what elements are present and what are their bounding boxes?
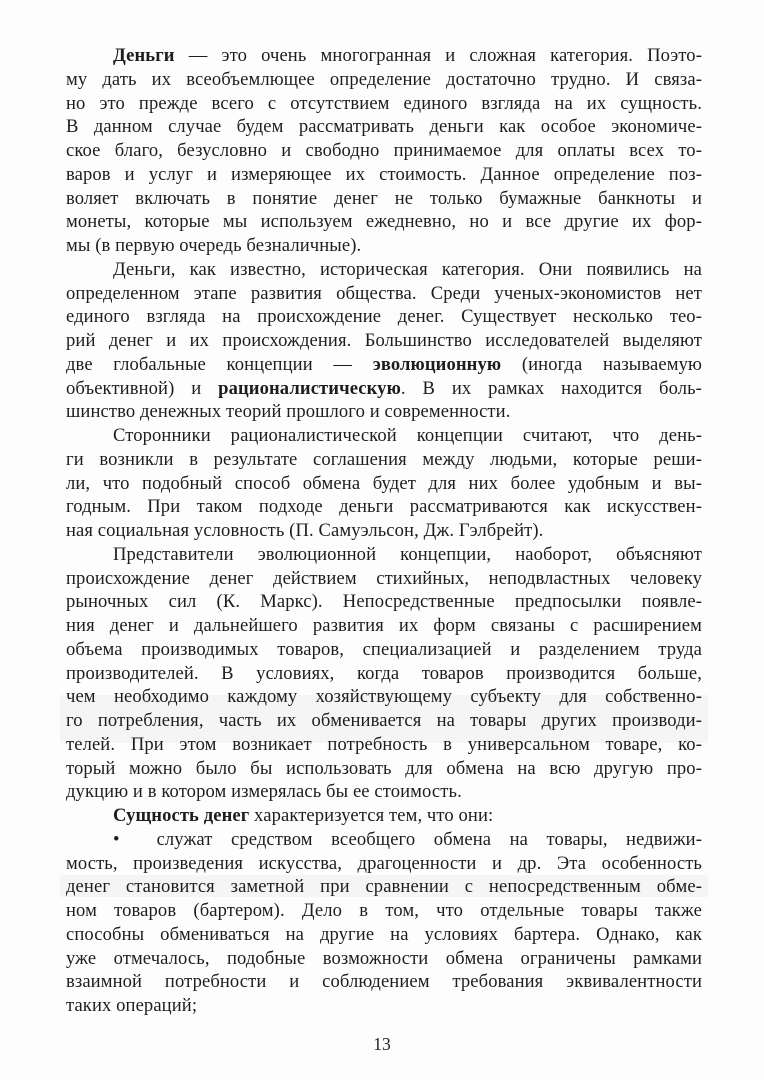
paragraph-money-definition [66, 44, 702, 258]
text-line [66, 92, 702, 116]
text-segment: (иногда называемую [501, 353, 702, 375]
text-segment: . В их рамках находится боль- [400, 377, 702, 399]
text-line [66, 923, 702, 947]
page-number: 13 [373, 1034, 391, 1054]
text-segment: го потребления, часть их обменивается на товары других производи- [66, 710, 702, 731]
text-segment: воляет включать в понятие денег не только бумажные банкноты и [66, 187, 702, 209]
text-segment: объективной) и [66, 377, 219, 399]
text-line [66, 115, 702, 139]
text-line [66, 305, 702, 329]
text-line [66, 472, 702, 496]
paragraph-money-essence-heading [66, 804, 702, 828]
bold-term: эволюционную [372, 353, 502, 375]
text-line [66, 852, 702, 876]
text-segment: чем необходимо каждому хозяйствующему субъекту для собственно- [66, 686, 702, 708]
text-segment: годным. При таком подходе деньги рассматриваются как искусствен- [66, 496, 702, 518]
text-segment: Представители эволюционной концепции, наоборот, объясняют [113, 543, 702, 565]
text-line [66, 828, 702, 852]
text-line [66, 780, 702, 804]
text-line [66, 187, 702, 211]
text-line [66, 163, 702, 187]
text-segment: единого взгляда на происхождение денег. Существует несколько тео- [66, 306, 702, 328]
text-segment: таких операций; [66, 995, 198, 1016]
text-segment: денег становится заметной при сравнении с непосредственным обме- [66, 876, 702, 898]
text-segment: варов и услуг и измеряющее их стоимость. Данное определение поз- [66, 163, 702, 185]
text-line [66, 258, 702, 282]
text-line [66, 638, 702, 662]
text-line [66, 875, 702, 899]
text-line [66, 353, 702, 377]
text-line [66, 377, 702, 401]
text-segment: шинство денежных теорий прошлого и современности. [66, 401, 511, 423]
text-segment: уже отмечалось, подобные возможности обмена ограничены рамками [66, 947, 702, 969]
text-segment: рыночных сил (К. Маркс). Непосредственные предпосылки появле- [66, 591, 702, 613]
text-line [66, 424, 702, 448]
text-line [66, 757, 702, 781]
text-line [66, 210, 702, 234]
text-segment: ское благо, безусловно и свободно принимаемое для оплаты всех то- [66, 140, 702, 161]
text-line [66, 44, 702, 68]
text-line [66, 329, 702, 353]
text-segment: объема производимых товаров, специализацией и разделением труда [66, 638, 702, 660]
text-line [66, 994, 702, 1018]
text-segment: но это прежде всего с отсутствием единого взгляда на их сущность. [66, 92, 702, 114]
text-line [66, 68, 702, 92]
text-line [66, 400, 702, 424]
text-segment: взаимной потребности и соблюдением требования эквивалентности [66, 971, 702, 993]
text-line [66, 234, 702, 258]
text-segment: Деньги, как известно, историческая категория. Они появились на [113, 258, 702, 280]
text-segment: му дать их всеобъемлющее определение достаточно трудно. И связа- [66, 68, 702, 90]
text-line [66, 590, 702, 614]
text-segment: Сторонники рационалистической концепции считают, что день- [113, 425, 702, 446]
bullet-item-universal-exchange [66, 828, 702, 1018]
bold-term: Сущность денег [113, 805, 250, 826]
text-line [66, 614, 702, 638]
text-segment: торый можно было бы использовать для обмена на всю другую про- [66, 757, 702, 779]
text-segment: — это очень многогранная и сложная категория. Поэто- [174, 45, 702, 66]
paragraph-evolutionary-concept [66, 543, 702, 804]
text-line [66, 139, 702, 163]
text-segment: ная социальная условность (П. Самуэльсон, Дж. Гэлбрейт). [66, 520, 544, 541]
text-segment: происхождение денег действием стихийных, неподвластных человеку [66, 567, 702, 589]
paragraph-rationalistic-concept [66, 424, 702, 543]
text-line [66, 448, 702, 472]
text-segment: две глобальные концепции — [66, 353, 373, 375]
text-line [66, 662, 702, 686]
text-segment: дукцию и в котором измерялась бы ее стоимость. [66, 781, 462, 803]
text-segment: ги возникли в результате соглашения между людьми, которые реши- [66, 448, 702, 470]
text-segment: монеты, которые мы используем ежедневно, но и все другие их фор- [66, 211, 702, 233]
text-line [66, 519, 702, 543]
text-line [66, 685, 702, 709]
text-block [66, 44, 702, 1018]
text-segment: ли, что подобный способ обмена будет для них более удобным и вы- [66, 472, 702, 494]
text-segment: ном товаров (бартером). Дело в том, что отдельные товары также [66, 900, 702, 921]
text-segment: мость, произведения искусства, драгоценности и др. Эта особенность [66, 852, 702, 874]
text-segment: определенном этапе развития общества. Среди ученых-экономистов нет [66, 282, 702, 304]
text-segment: производителей. В условиях, когда товаров производится больше, [66, 662, 702, 684]
bold-term: Деньги [113, 45, 175, 66]
text-line [66, 543, 702, 567]
text-line [66, 947, 702, 971]
text-segment: телей. При этом возникает потребность в универсальном товаре, ко- [66, 733, 702, 755]
text-segment: характеризуется тем, что они: [249, 805, 494, 826]
text-line [66, 970, 702, 994]
text-line [66, 495, 702, 519]
text-line [66, 709, 702, 733]
text-line [66, 567, 702, 591]
text-segment: В данном случае будем рассматривать деньги как особое экономиче- [66, 116, 702, 138]
bold-term: рационалистическую [218, 377, 401, 399]
paragraph-historical-category [66, 258, 702, 424]
text-segment: • служат средством всеобщего обмена на товары, недвижи- [113, 828, 702, 850]
text-line [66, 899, 702, 923]
text-segment: рий денег и их происхождения. Большинство исследователей выделяют [66, 330, 702, 351]
text-line [66, 733, 702, 757]
text-segment: способны обмениваться на другие на условиях бартера. Однако, как [66, 923, 702, 945]
text-line [66, 282, 702, 306]
text-segment: мы (в первую очередь безналичные). [66, 235, 362, 256]
text-segment: ния денег и дальнейшего развития их форм связаны с расширением [66, 615, 702, 636]
text-line [66, 804, 702, 828]
